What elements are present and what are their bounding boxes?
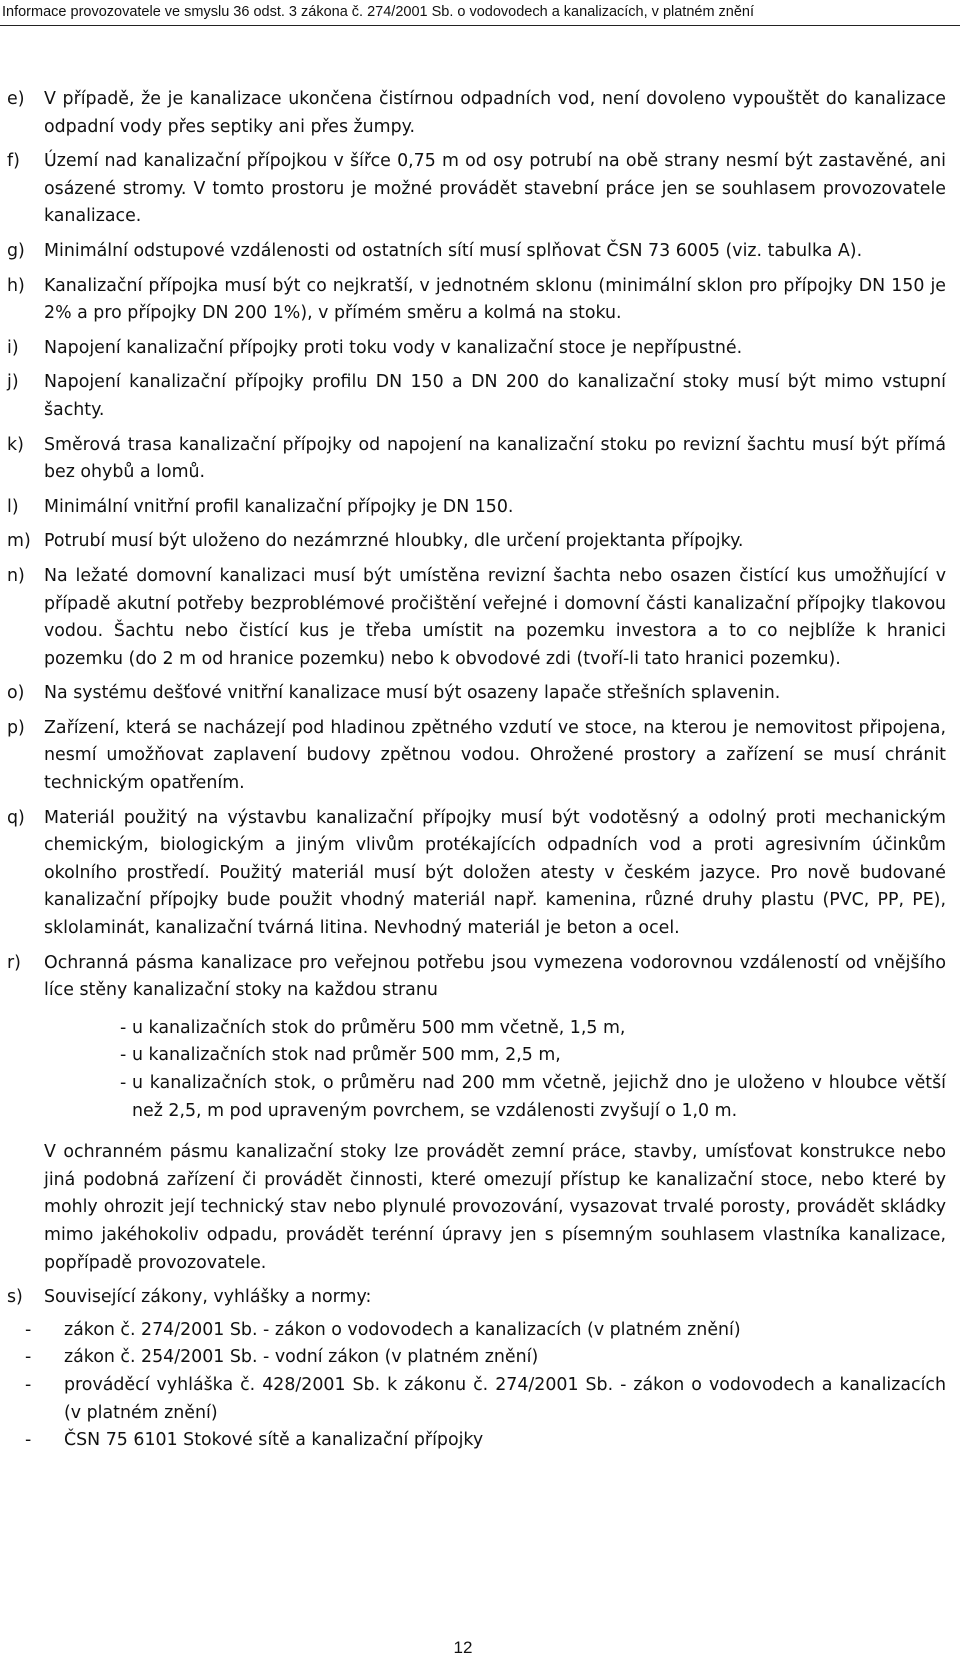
dash-marker: - xyxy=(120,1045,127,1066)
item-label: j) xyxy=(7,372,19,393)
dash-item xyxy=(120,1042,946,1070)
list-item xyxy=(0,335,946,363)
item-label: h) xyxy=(7,275,25,296)
list-item xyxy=(0,494,946,522)
list-item-r xyxy=(0,950,946,1278)
item-label: i) xyxy=(7,337,19,358)
item-text: Území nad kanalizační přípojkou v šířce 0,75 m od osy potrubí na obě strany nesmí být zastavěné, ani osázené stromy. V tomto prostoru je možné provádět stavební práce jen se souhlasem provozovatele kanalizace. xyxy=(44,151,946,227)
dash-marker: - xyxy=(120,1017,127,1038)
item-text: V případě, že je kanalizace ukončena čistírnou odpadních vod, není dovoleno vypouštět do kanalizace odpadní vody přes septiky ani přes žumpy. xyxy=(44,89,946,137)
list-item xyxy=(0,86,946,141)
item-label: r) xyxy=(7,952,21,973)
item-label: o) xyxy=(7,683,25,704)
item-text: Ochranná pásma kanalizace pro veřejnou potřebu jsou vymezena vodorovnou vzdáleností od vnějšího líce stěny kanalizační stoky na každou stranu xyxy=(44,952,946,1001)
law-item xyxy=(0,1427,946,1455)
item-text: Na systému dešťové vnitřní kanalizace musí být osazeny lapače střešních splavenin. xyxy=(44,683,781,704)
list-item xyxy=(0,528,946,556)
item-label: f) xyxy=(7,151,20,172)
document-body xyxy=(0,86,946,1455)
item-text: Na ležaté domovní kanalizaci musí být umístěna revizní šachta nebo osazen čistící kus umožňující v případě akutní potřeby bezproblémové pročištění veřejné i domovní části kanalizační přípojky tlakovou vodou. Šachtu nebo čistící kus je třeba umístit na pozemku investora a to co nejblíže k hranici pozemku (do 2 m od hranice pozemku) nebo k obvodové zdi (tvoří-li tato hranici pozemku). xyxy=(44,565,946,669)
item-text: Materiál použitý na výstavbu kanalizační přípojky musí být vodotěsný a odolný proti mechanickým chemickým, biologickým a jiným vlivům protékajících odpadních vod a proti agresivním účinkům okolního prostředí. Použitý materiál musí být doložen atesty v českém jazyce. Pro nově budované kanalizační přípojky bude použit vhodný materiál např. kamenina, různé druhy plastu (PVC, PP, PE), sklolaminát, kanalizační tvárná litina. Nevhodný materiál je beton a ocel. xyxy=(44,807,946,939)
law-item xyxy=(0,1372,946,1427)
item-label: q) xyxy=(7,807,25,828)
law-marker: - xyxy=(25,1374,32,1395)
dash-item xyxy=(120,1070,946,1125)
law-text: ČSN 75 6101 Stokové sítě a kanalizační přípojky xyxy=(64,1430,484,1451)
page-number: 12 xyxy=(453,1638,473,1657)
running-header: Informace provozovatele ve smyslu 36 odst. 3 zákona č. 274/2001 Sb. o vodovodech a kanalizacích, v platném znění xyxy=(2,4,755,20)
item-label: s) xyxy=(7,1287,23,1308)
law-marker: - xyxy=(25,1319,32,1340)
law-text: prováděcí vyhláška č. 428/2001 Sb. k zákonu č. 274/2001 Sb. - zákon o vodovodech a kanalizacích (v platném znění) xyxy=(64,1374,946,1423)
item-text: Směrová trasa kanalizační přípojky od napojení na kanalizační stoku po revizní šachtu musí být přímá bez ohybů a lomů. xyxy=(44,434,946,483)
requirements-list xyxy=(0,86,946,943)
item-label: k) xyxy=(7,434,24,455)
law-marker: - xyxy=(25,1430,32,1451)
dash-marker: - xyxy=(120,1073,127,1093)
law-text: zákon č. 274/2001 Sb. - zákon o vodovodech a kanalizacích (v platném znění) xyxy=(64,1319,741,1340)
item-text: Související zákony, vyhlášky a normy: xyxy=(44,1287,372,1308)
item-label: m) xyxy=(7,531,31,552)
list-item xyxy=(0,369,946,424)
item-label: e) xyxy=(7,89,25,109)
item-text: Napojení kanalizační přípojky proti toku vody v kanalizační stoce je nepřípustné. xyxy=(44,337,743,358)
item-text: Minimální vnitřní profil kanalizační přípojky je DN 150. xyxy=(44,496,514,517)
list-item xyxy=(0,680,946,708)
law-text: zákon č. 254/2001 Sb. - vodní zákon (v platném znění) xyxy=(64,1347,539,1368)
item-text: Napojení kanalizační přípojky profilu DN 150 a DN 200 do kanalizační stoky musí být mimo vstupní šachty. xyxy=(44,372,946,420)
list-item xyxy=(0,715,946,798)
dash-text: u kanalizačních stok nad průměr 500 mm, 2,5 m, xyxy=(132,1045,561,1066)
list-item xyxy=(0,805,946,943)
item-text: Kanalizační přípojka musí být co nejkratší, v jednotném sklonu (minimální sklon pro přípojky DN 150 je 2% a pro přípojky DN 200 1%), v přímém směru a kolmá na stoku. xyxy=(44,275,946,324)
item-text: Minimální odstupové vzdálenosti od ostatních sítí musí splňovat ČSN 73 6005 (viz. tabulka A). xyxy=(44,240,863,261)
law-item xyxy=(0,1317,946,1345)
header-divider xyxy=(0,25,960,26)
item-text: Zařízení, která se nacházejí pod hladinou zpětného vzdutí ve stoce, na kterou je nemovitost připojena, nesmí umožňovat zaplavení budovy zpětnou vodou. Ohrožené prostory a zařízení se musí chránit technickým opatřením. xyxy=(44,717,946,794)
dash-item xyxy=(120,1015,946,1043)
item-label: g) xyxy=(7,240,25,261)
list-item xyxy=(0,273,946,328)
list-item xyxy=(0,148,946,231)
related-laws-list xyxy=(0,1317,946,1455)
law-item xyxy=(0,1344,946,1372)
dash-text: u kanalizačních stok, o průměru nad 200 mm včetně, jejichž dno je uloženo v hloubce větší než 2,5, m pod upraveným povrchem, se vzdálenosti zvyšují o 1,0 m. xyxy=(132,1073,946,1121)
item-label: p) xyxy=(7,717,25,738)
list-item xyxy=(0,238,946,266)
item-text: Potrubí musí být uloženo do nezámrzné hloubky, dle určení projektanta přípojky. xyxy=(44,531,744,552)
protection-zone-paragraph: V ochranném pásmu kanalizační stoky lze provádět zemní práce, stavby, umísťovat konstrukce nebo jiná podobná zařízení či provádět činnosti, které omezují přístup ke kanalizační stoce, nebo které by mohly ohrozit její technický stav nebo plynulé provozování, vysazovat trvalé porosty, provádět skládky mimo jakéhokoliv odpadu, provádět terénní úpravy jen s písemným souhlasem vlastníka kanalizace, popřípadě provozovatele. xyxy=(44,1142,946,1273)
item-label: n) xyxy=(7,565,25,586)
list-item-s xyxy=(0,1284,946,1312)
protection-zone-list xyxy=(120,1015,946,1125)
list-item xyxy=(0,563,946,673)
list-item xyxy=(0,432,946,487)
item-label: l) xyxy=(7,496,19,517)
dash-text: u kanalizačních stok do průměru 500 mm včetně, 1,5 m, xyxy=(132,1017,626,1038)
law-marker: - xyxy=(25,1347,32,1368)
